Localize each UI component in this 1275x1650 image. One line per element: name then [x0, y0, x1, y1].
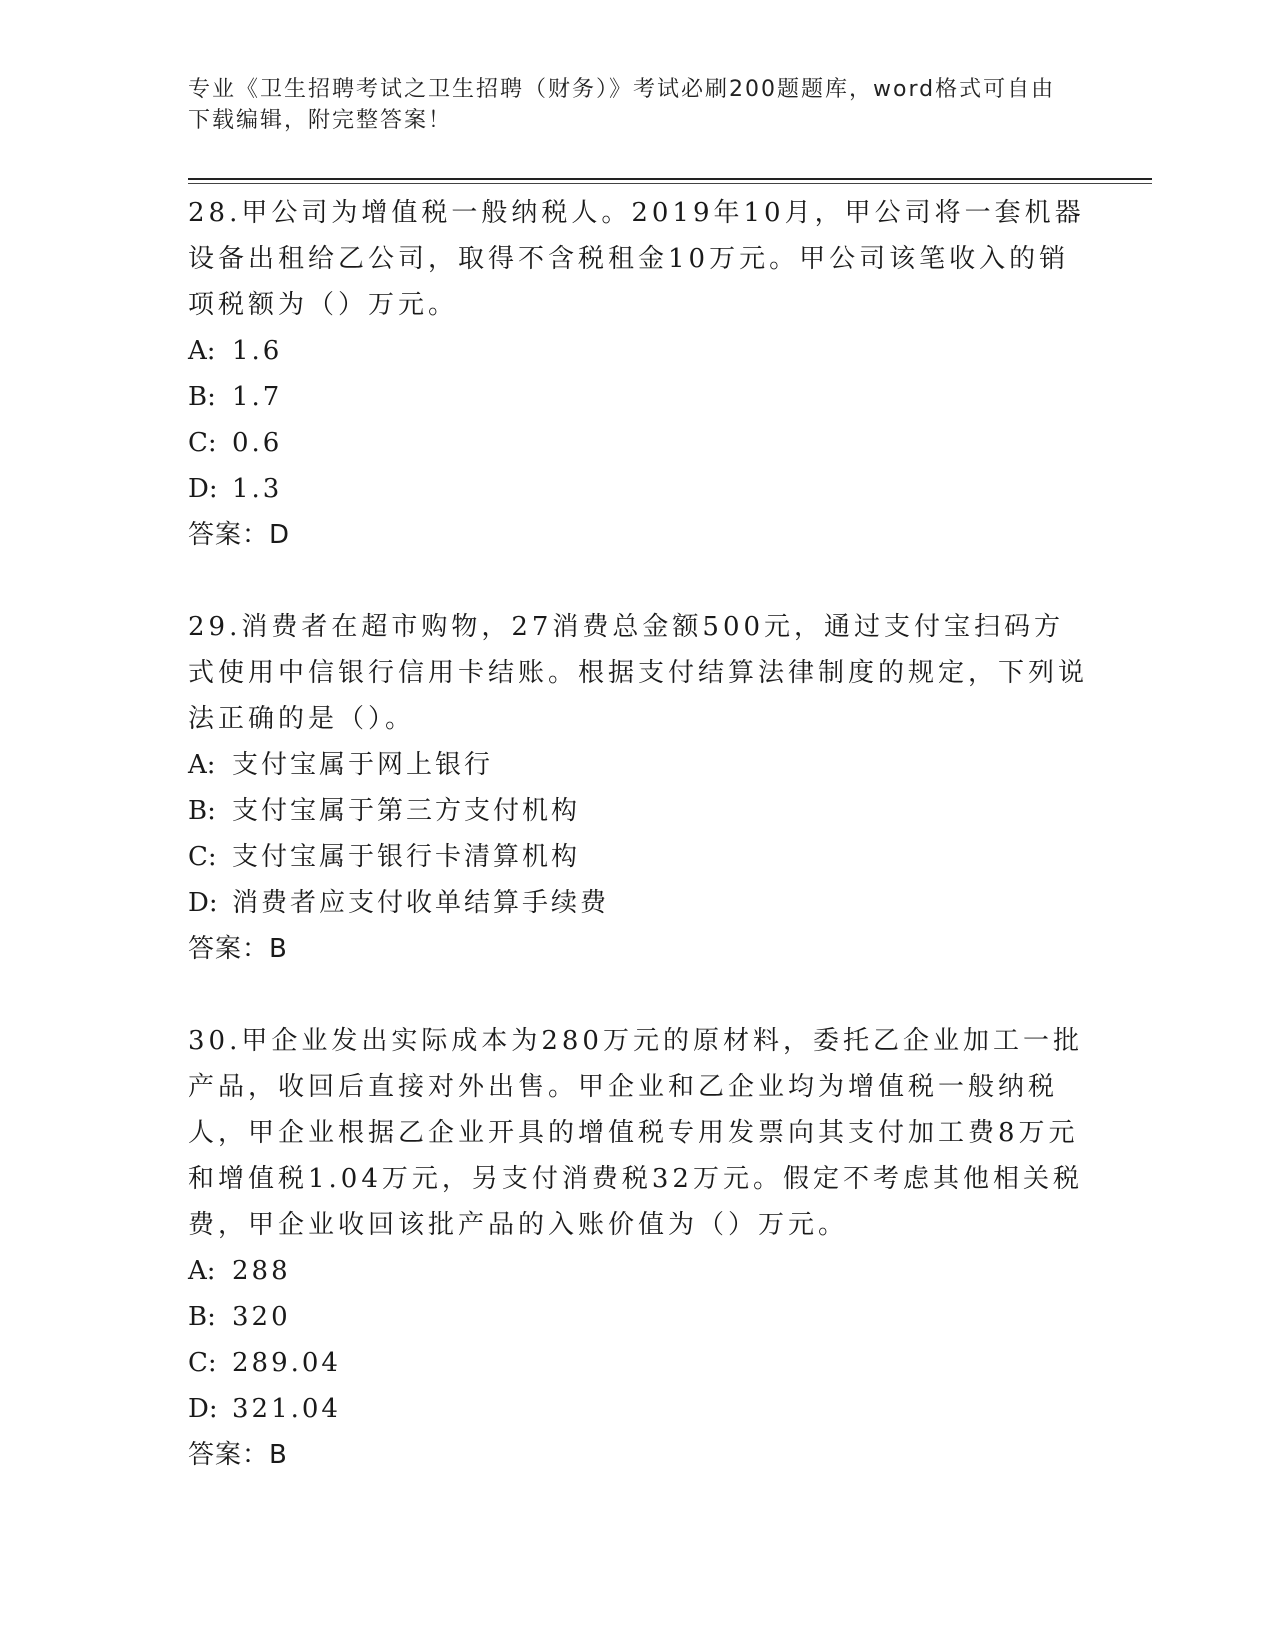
- option-a: [188, 1248, 1088, 1294]
- option-letter: C:: [188, 1348, 217, 1378]
- option-d: [188, 466, 1088, 512]
- option-d: [188, 1386, 1088, 1432]
- question-spacer: [188, 972, 1088, 1018]
- question-text: 29.消费者在超市购物，27消费总金额500元，通过支付宝扫码方式使用中信银行信用卡结账。根据支付结算法律制度的规定，下列说法正确的是（）。: [188, 612, 1089, 734]
- answer: 答案：D: [188, 520, 291, 550]
- option-text: 321.04: [232, 1394, 341, 1424]
- option-c: [188, 420, 1088, 466]
- question-29: [188, 604, 1088, 972]
- option-text: 消费者应支付收单结算手续费: [232, 888, 610, 918]
- option-letter: C:: [188, 428, 217, 458]
- question-list: [188, 190, 1088, 1478]
- header-text: 专业《卫生招聘考试之卫生招聘（财务）》考试必刷200题题库，word格式可自由下载编辑，附完整答案！: [188, 77, 1056, 133]
- option-text: 1.6: [232, 336, 283, 366]
- header-divider-thin: [188, 183, 1152, 184]
- option-text: 支付宝属于网上银行: [232, 750, 494, 780]
- option-letter: A:: [188, 336, 216, 366]
- option-letter: A:: [188, 750, 216, 780]
- option-c: [188, 834, 1088, 880]
- answer: 答案：B: [188, 934, 288, 964]
- option-a: [188, 742, 1088, 788]
- option-d: [188, 880, 1088, 926]
- answer: 答案：B: [188, 1440, 288, 1470]
- option-letter: B:: [188, 796, 216, 826]
- option-b: [188, 1294, 1088, 1340]
- option-a: [188, 328, 1088, 374]
- question-spacer: [188, 558, 1088, 604]
- option-text: 支付宝属于银行卡清算机构: [232, 842, 581, 872]
- option-letter: D:: [188, 888, 218, 918]
- option-text: 1.7: [232, 382, 283, 412]
- option-text: 320: [232, 1302, 291, 1332]
- option-text: 289.04: [232, 1348, 341, 1378]
- question-30: [188, 1018, 1088, 1478]
- option-letter: A:: [188, 1256, 216, 1286]
- question-text: 30.甲企业发出实际成本为280万元的原材料，委托乙企业加工一批产品，收回后直接对外出售。甲企业和乙企业均为增值税一般纳税人，甲企业根据乙企业开具的增值税专用发票向其支付加工费8万元和增值税1.04万元，另支付消费税32万元。假定不考虑其他相关税费，甲企业收回该批产品的入账价值为（）万元。: [188, 1026, 1083, 1240]
- option-letter: C:: [188, 842, 217, 872]
- option-letter: B:: [188, 382, 216, 412]
- option-b: [188, 788, 1088, 834]
- option-letter: D:: [188, 474, 218, 504]
- option-text: 支付宝属于第三方支付机构: [232, 796, 581, 826]
- header-divider-thick: [188, 178, 1152, 180]
- option-c: [188, 1340, 1088, 1386]
- document-header: [188, 74, 1068, 136]
- option-letter: D:: [188, 1394, 218, 1424]
- option-text: 0.6: [232, 428, 283, 458]
- question-text: 28.甲公司为增值税一般纳税人。2019年10月，甲公司将一套机器设备出租给乙公司，取得不含税租金10万元。甲公司该笔收入的销项税额为（）万元。: [188, 198, 1085, 320]
- option-text: 1.3: [232, 474, 283, 504]
- option-letter: B:: [188, 1302, 216, 1332]
- option-text: 288: [232, 1256, 291, 1286]
- question-28: [188, 190, 1088, 558]
- option-b: [188, 374, 1088, 420]
